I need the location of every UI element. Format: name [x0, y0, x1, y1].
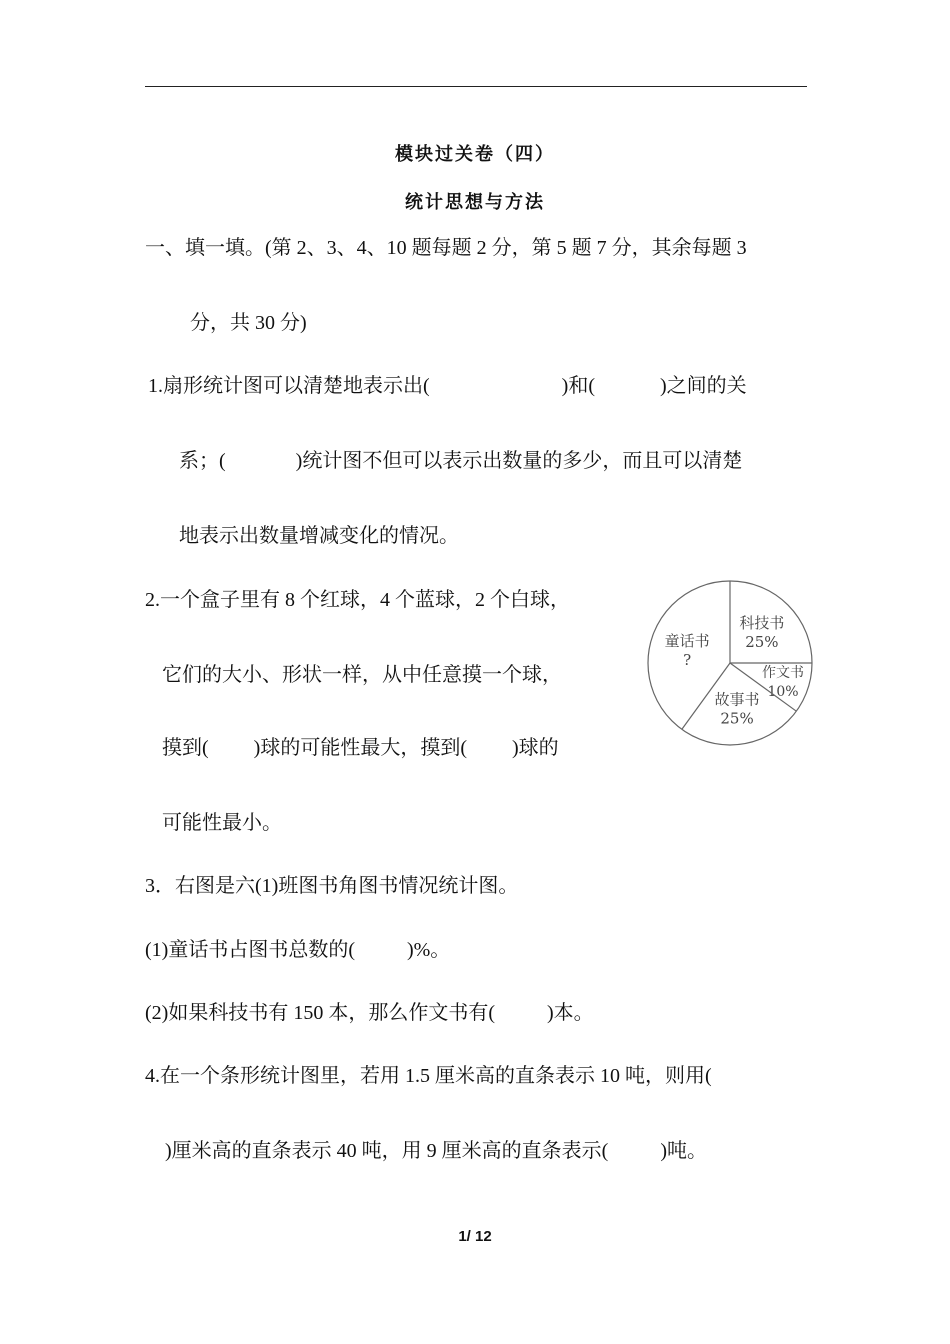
question-1-line-1: [148, 376, 747, 396]
q1-text-a: 1.扇形统计图可以清楚地表示出(: [148, 375, 430, 397]
pie-slice-label: 25%: [745, 633, 779, 652]
question-4-line-2: [165, 1141, 707, 1161]
q3-sub2-text-b: )本。: [546, 1002, 594, 1024]
pie-chart: [640, 575, 820, 755]
page-number: 1/ 12: [458, 1228, 492, 1245]
page-subtitle: 统计思想与方法: [405, 192, 545, 213]
question-4-line-1: 4.在一个条形统计图里，若用 1.5 厘米高的直条表示 10 吨，则用(: [145, 1065, 712, 1087]
pie-slice-name: 故事书: [714, 690, 760, 709]
question-1-line-2: [179, 451, 742, 471]
question-2-line-3: [162, 738, 559, 758]
header-rule: [145, 86, 807, 87]
question-1-line-3: 地表示出数量增减变化的情况。: [179, 525, 459, 547]
q1-text-d: 系；(: [179, 450, 226, 472]
q2-text-c: )球的: [512, 737, 559, 759]
section1-heading: 一、填一填。(第 2、3、4、10 题每题 2 分，第 5 题 7 分，其余每题 3: [145, 237, 747, 259]
q2-text-a: 摸到(: [162, 737, 209, 759]
pie-slice-name: 作文书: [762, 665, 805, 682]
q1-text-e: )统计图不但可以表示出数量的多少，而且可以清楚: [295, 450, 743, 472]
section1-heading-cont: 分，共 30 分): [190, 312, 307, 334]
question-3-line-1: 3．右图是六(1)班图书角图书情况统计图。: [145, 875, 519, 897]
q4-text-b: )吨。: [660, 1140, 707, 1162]
q3-sub2-text-a: (2)如果科技书有 150 本，那么作文书有(: [145, 1002, 495, 1024]
q1-text-c: )之间的关: [660, 375, 747, 397]
pie-slice-name: 科技书: [739, 614, 785, 633]
q3-sub1-text-a: (1)童话书占图书总数的(: [145, 939, 355, 961]
q1-text-b: )和(: [561, 375, 595, 397]
question-3-sub-1: [145, 940, 450, 960]
q2-text-b: )球的可能性最大，摸到(: [253, 737, 467, 759]
q3-sub1-text-b: )%。: [406, 939, 451, 961]
pie-slice-label: 25%: [720, 709, 754, 728]
pie-slice-label: 10%: [767, 684, 799, 701]
question-2-line-2: 它们的大小、形状一样，从中任意摸一个球，: [162, 664, 562, 686]
question-2-line-4: 可能性最小。: [162, 812, 282, 834]
page-title: 模块过关卷（四）: [395, 144, 555, 165]
q4-text-a: )厘米高的直条表示 40 吨，用 9 厘米高的直条表示(: [165, 1140, 609, 1162]
question-2-line-1: 2.一个盒子里有 8 个红球，4 个蓝球，2 个白球，: [145, 589, 570, 611]
pie-slice-label: ?: [683, 651, 692, 670]
pie-slice-name: 童话书: [664, 632, 710, 651]
question-3-sub-2: [145, 1003, 594, 1023]
